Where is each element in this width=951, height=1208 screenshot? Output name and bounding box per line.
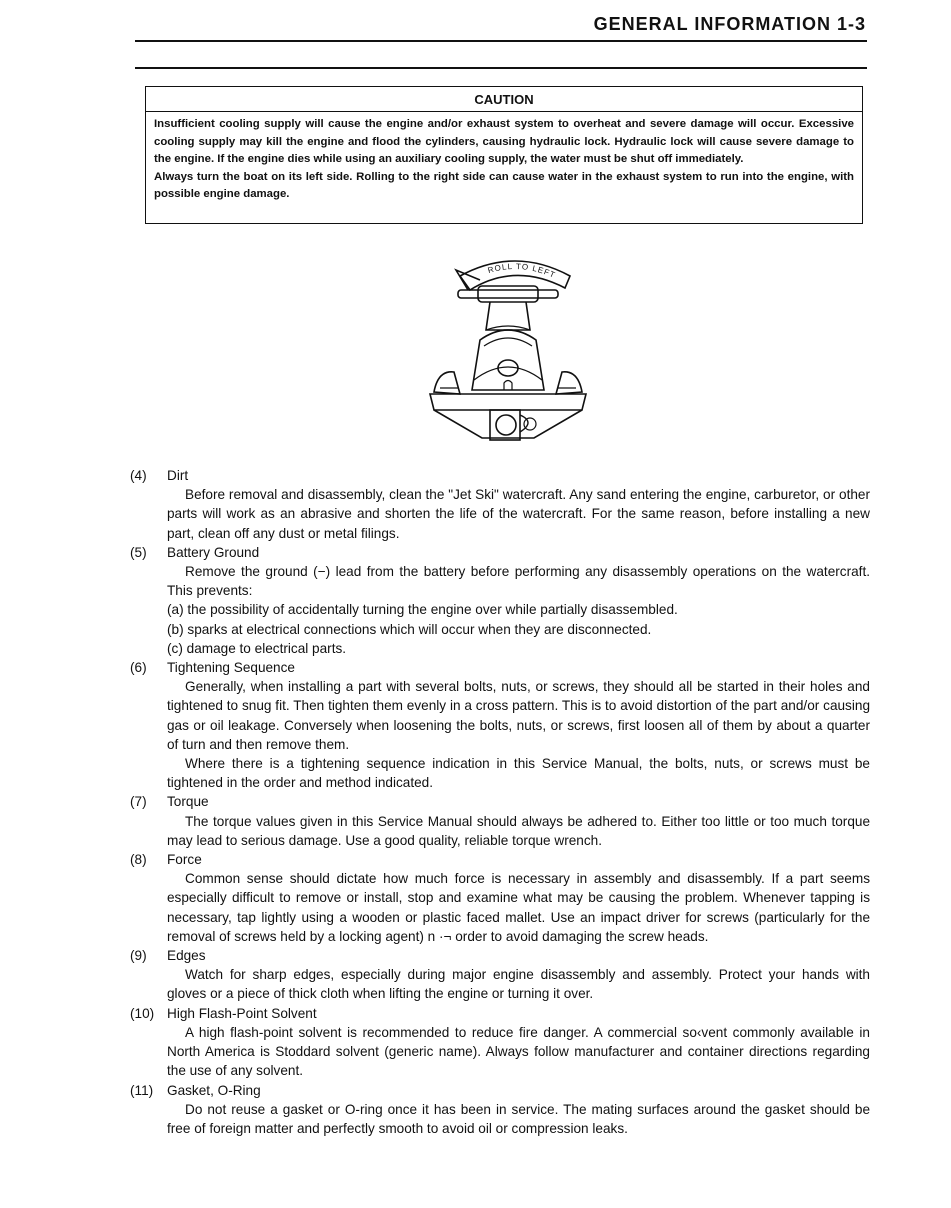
section-rule [135, 67, 867, 69]
item-title: Battery Ground [167, 544, 260, 560]
caution-box [145, 86, 863, 224]
list-item [130, 1004, 870, 1081]
list-item [130, 946, 870, 1004]
item-paragraph: Common sense should dictate how much force is necessary in assembly and disassembly. If a part seems especially difficult to remove or install, stop and examine what may be causing the problem. Whenever tapping is necessary, tap lightly using a wooden or plastic faced mallet. Use an impact driver for screws (particularly for the removal of screws held by a locking agent) n ·¬ order to avoid damaging the screw heads. [167, 871, 870, 944]
item-title: Dirt [167, 468, 189, 483]
list-item [130, 466, 870, 543]
item-number: (9) [130, 948, 147, 964]
item-paragraph: Watch for sharp edges, especially during major engine disassembly and assembly. Protect your hands with gloves or a piece of thick cloth when lifting the engine or turning it over. [167, 967, 870, 1002]
list-item [130, 658, 870, 792]
item-title: Edges [167, 948, 206, 964]
item-number: (7) [130, 794, 147, 810]
item-number: (5) [130, 544, 147, 560]
item-title: Force [167, 852, 202, 868]
item-subpoint: (b) sparks at electrical connections which will occur when they are disconnected. [167, 621, 652, 637]
item-title: Tightening Sequence [167, 660, 295, 676]
item-number: (10) [130, 1005, 155, 1021]
item-number: (6) [130, 660, 147, 676]
item-title: Torque [167, 794, 209, 810]
list-item [130, 543, 870, 658]
caution-paragraph: Always turn the boat on its left side. Rolling to the right side can cause water in the exhaust system to run into the engine, with possible engine damage. [154, 170, 854, 200]
item-paragraph: Do not reuse a gasket or O-ring once it has been in service. The mating surfaces around the gasket should be free of foreign matter and perfectly smooth to avoid oil or compression leaks. [167, 1101, 870, 1136]
item-subpoint: (a) the possibility of accidentally turning the engine over while partially disassembled. [167, 602, 678, 618]
item-number: (8) [130, 852, 147, 868]
list-item [130, 850, 870, 946]
page-header: GENERAL INFORMATION 1-3 [593, 14, 866, 34]
item-number: (4) [130, 468, 147, 483]
caution-title: CAUTION [146, 87, 862, 112]
item-paragraph: A high flash-point solvent is recommended to reduce fire danger. A commercial so‹vent commonly available in North America is Stoddard solvent (generic name). Always follow manufacturer and container directions regarding the use of any solvent. [167, 1024, 870, 1079]
item-title: High Flash-Point Solvent [167, 1005, 317, 1021]
list-item [130, 792, 870, 850]
item-paragraph: Generally, when installing a part with several bolts, nuts, or screws, they should all be started in their holes and tightened to snug fit. Then tighten them evenly in a cross pattern. This is to avoid distortion of the part and/or causing gas or oil leakage. Conversely when loosening the bolts, nuts, or screws, first loosen all of them by about a quarter of turn and then remove them. [167, 679, 870, 752]
item-number: (11) [130, 1082, 154, 1098]
item-paragraph: Remove the ground (−) lead from the battery before performing any disassembly operations on the watercraft. This prevents: [167, 564, 870, 599]
item-paragraph: Before removal and disassembly, clean the "Jet Ski" watercraft. Any sand entering the engine, carburetor, or other parts will work as an abrasive and shorten the life of the watercraft. For the same reason, before installing a new part, clean off any dust or metal filings. [167, 487, 870, 541]
item-paragraph: Where there is a tightening sequence indication in this Service Manual, the bolts, nuts, or screws must be tightened in the order and method indicated. [167, 756, 870, 791]
general-info-list [130, 466, 870, 1138]
item-paragraph: The torque values given in this Service Manual should always be adhered to. Either too little or too much torque may lead to serious damage. Use a good quality, reliable torque wrench. [167, 813, 870, 848]
roll-to-left-label: ROLL TO LEFT [486, 261, 558, 280]
item-title: Gasket, O-Ring [167, 1082, 261, 1098]
watercraft-roll-illustration [420, 250, 595, 455]
header-rule [135, 40, 867, 42]
item-subpoint: (c) damage to electrical parts. [167, 640, 347, 656]
list-item [130, 1081, 870, 1139]
caution-body [146, 112, 862, 204]
caution-paragraph: Insufficient cooling supply will cause the engine and/or exhaust system to overheat and severe damage will occur. Excessive cooling supply may kill the engine and flood the cylinders, causing hydraulic lock. Hydraulic lock will cause severe damage to the engine. If the engine dies while using an auxiliary cooling supply, the water must be shut off immediately. [154, 118, 854, 165]
